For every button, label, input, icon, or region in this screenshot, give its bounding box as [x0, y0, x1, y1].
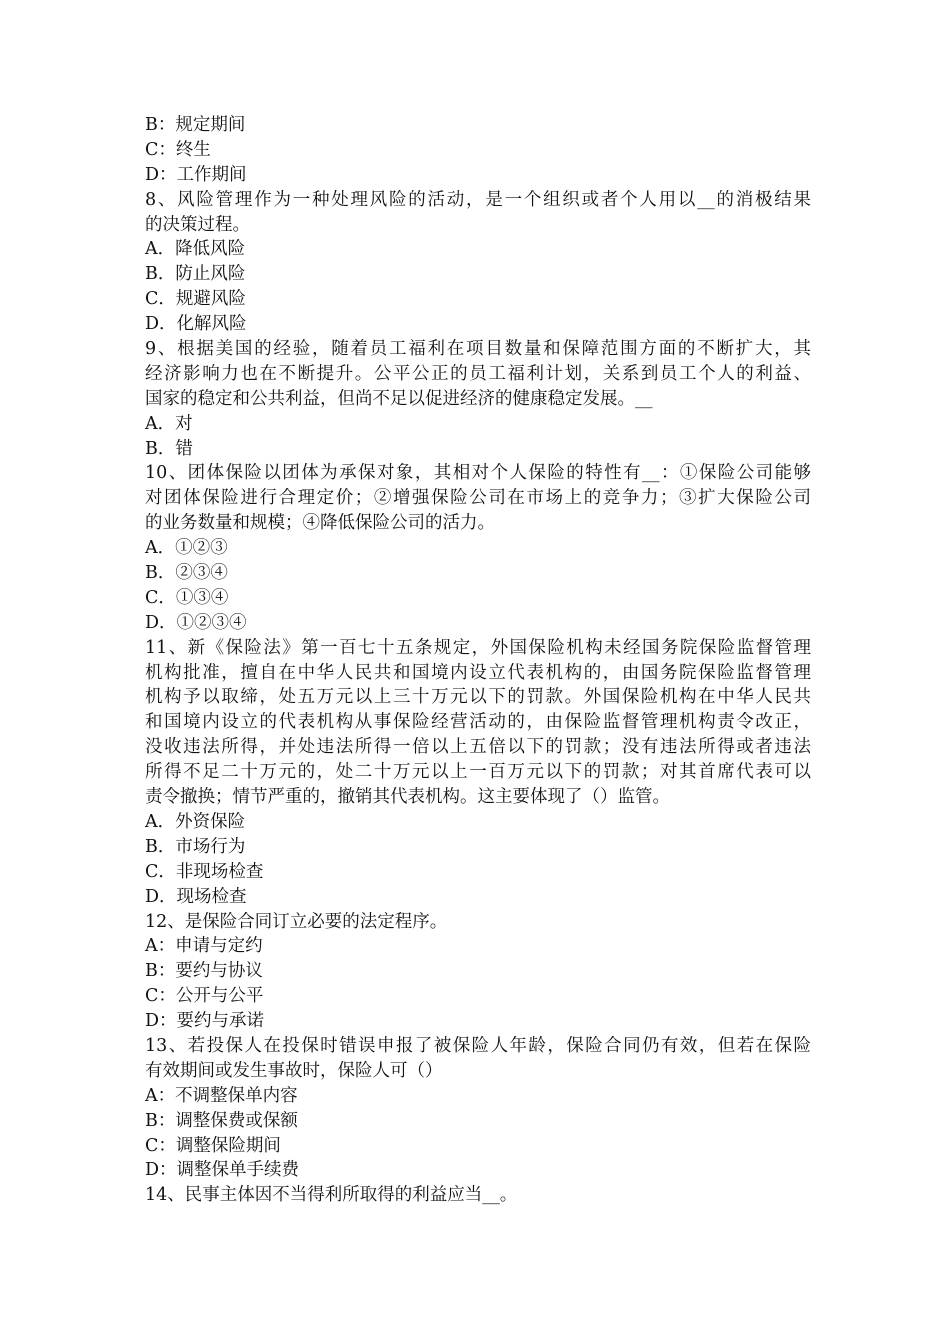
- text-line: B．市场行为: [145, 836, 246, 857]
- text-line: C．①③④: [145, 587, 229, 608]
- text-line: 没收违法所得，并处违法所得一倍以上五倍以下的罚款；没有违法所得或者违法: [145, 737, 811, 758]
- text-line: C：调整保险期间: [145, 1135, 281, 1156]
- text-line: D：工作期间: [145, 164, 247, 185]
- text-line: D：调整保单手续费: [145, 1160, 300, 1181]
- text-line: 11、新《保险法》第一百七十五条规定，外国保险机构未经国务院保险监督管理: [145, 637, 811, 658]
- text-line: A．外资保险: [145, 811, 246, 832]
- text-line: C．非现场检查: [145, 861, 264, 882]
- text-line: 的决策过程。: [145, 214, 250, 235]
- text-line: 有效期间或发生事故时，保险人可（）: [145, 1060, 443, 1081]
- text-line: C．规避风险: [145, 289, 246, 310]
- text-line: D：要约与承诺: [145, 1011, 265, 1032]
- text-line: B：要约与协议: [145, 961, 263, 982]
- text-line: 责令撤换；情节严重的，撤销其代表机构。这主要体现了（）监管。: [145, 787, 670, 808]
- text-line: A：申请与定约: [145, 936, 263, 957]
- text-line: B：规定期间: [145, 115, 246, 135]
- text-line: 经济影响力也在不断提升。公平公正的员工福利计划，关系到员工个人的利益、: [145, 363, 811, 384]
- text-line: 10、团体保险以团体为承保对象，其相对个人保险的特性有__：①保险公司能够: [145, 463, 811, 484]
- text-line: B．错: [145, 438, 193, 459]
- text-line: A．对: [145, 413, 193, 434]
- text-line: 的业务数量和规模；④降低保险公司的活力。: [145, 513, 495, 534]
- text-line: D．①②③④: [145, 612, 247, 633]
- text-line: C：终生: [145, 139, 211, 160]
- text-line: B：调整保费或保额: [145, 1110, 298, 1131]
- text-line: 和国境内设立的代表机构从事保险经营活动的，由保险监督管理机构责令改正，: [145, 712, 811, 733]
- text-line: C：公开与公平: [145, 986, 264, 1007]
- text-line: B．②③④: [145, 563, 228, 584]
- text-line: D．现场检查: [145, 886, 247, 907]
- text-line: 14、民事主体因不当得利所取得的利益应当__。: [145, 1185, 518, 1206]
- text-line: B．防止风险: [145, 264, 246, 285]
- text-line: 12、是保险合同订立必要的法定程序。: [145, 911, 448, 932]
- text-line: 13、若投保人在投保时错误申报了被保险人年龄，保险合同仍有效，但若在保险: [145, 1035, 811, 1056]
- text-line: A．降低风险: [145, 239, 246, 260]
- text-line: A：不调整保单内容: [145, 1085, 298, 1106]
- text-line: 9、根据美国的经验，随着员工福利在项目数量和保障范围方面的不断扩大，其: [145, 339, 811, 360]
- text-line: D．化解风险: [145, 314, 247, 335]
- text-line: A．①②③: [145, 538, 228, 559]
- text-line: 所得不足二十万元的，处二十万元以上一百万元以下的罚款；对其首席代表可以: [145, 762, 811, 783]
- text-line: 国家的稳定和公共利益，但尚不足以促进经济的健康稳定发展。__: [145, 388, 653, 409]
- text-line: 8、风险管理作为一种处理风险的活动，是一个组织或者个人用以__的消极结果: [145, 189, 811, 210]
- text-line: 机构批准，擅自在中华人民共和国境内设立代表机构的，由国务院保险监督管理: [145, 662, 811, 683]
- document-page: [145, 113, 811, 1208]
- text-line: 对团体保险进行合理定价；②增强保险公司在市场上的竞争力；③扩大保险公司: [145, 488, 811, 509]
- text-line: 机构予以取缔，处五万元以上三十万元以下的罚款。外国保险机构在中华人民共: [145, 687, 811, 708]
